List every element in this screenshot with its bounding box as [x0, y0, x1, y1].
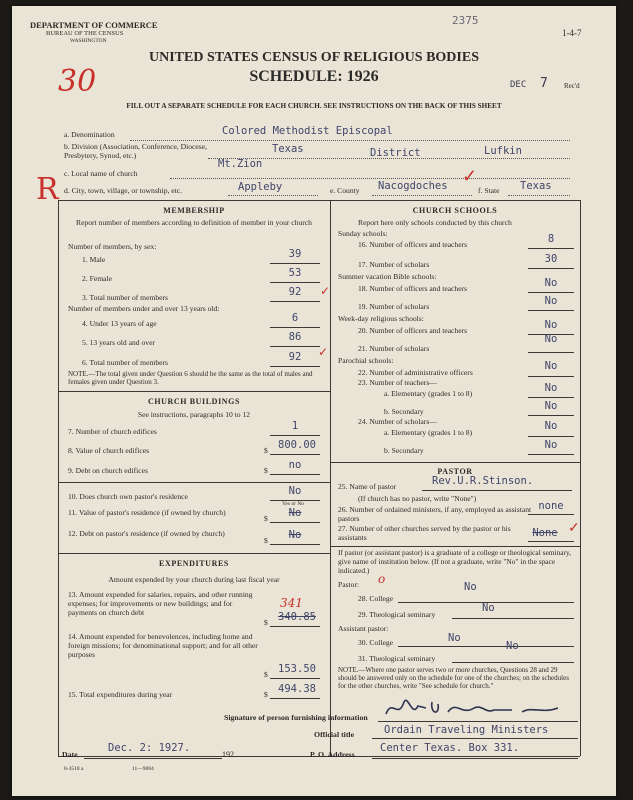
graduate-instruction: If pastor (or assistant pastor) is a graduate of a college or theological seminary, give name of institution below. (If not a graduate, write "No" in the space indicated.) — [338, 548, 572, 575]
q3-line — [270, 301, 320, 302]
by-sex-label: Number of members, by sex: — [68, 242, 157, 251]
date-value: Dec. 2: 1927. — [108, 742, 191, 754]
q8-label: 8. Value of church edifices — [68, 446, 150, 455]
denomination-value: Colored Methodist Episcopal — [222, 125, 393, 137]
church-name-label: c. Local name of church — [64, 169, 138, 178]
q18-label: 18. Number of officers and teachers — [358, 284, 468, 293]
q22-value: No — [544, 360, 558, 372]
q13-line — [270, 626, 320, 627]
q9-line — [270, 474, 320, 475]
q20-value: No — [544, 319, 558, 331]
q27-label: 27. Number of other churches served by the pastor or his assistants — [338, 524, 511, 542]
q5-label: 5. 13 years old and over — [82, 338, 155, 347]
date-label: Date — [62, 750, 78, 759]
form-number: 2375 — [452, 14, 479, 27]
q27-line — [528, 541, 574, 542]
q15-value: 494.38 — [278, 683, 316, 695]
left-border — [58, 200, 59, 756]
county-check-mark: ✓ — [462, 166, 478, 187]
q28-value: No — [464, 581, 477, 593]
q6-value: 92 — [288, 351, 302, 363]
city-town-line — [228, 195, 318, 196]
q19-line — [528, 310, 574, 311]
q21-line — [528, 352, 574, 353]
q1-value: 39 — [288, 248, 302, 260]
sunday-label: Sunday schools: — [338, 229, 388, 238]
q11-value: No — [288, 507, 302, 519]
q31-label: 31. Theological seminary — [358, 654, 436, 663]
q23b-value: No — [544, 400, 558, 412]
parochial-label: Parochial schools: — [338, 356, 394, 365]
q30-label: 30. College — [358, 638, 394, 647]
q6-label: 6. Total number of members — [82, 358, 169, 367]
q10-value: No — [288, 485, 302, 497]
q30-line — [398, 646, 574, 647]
received-day: 7 — [540, 76, 548, 91]
date-line — [84, 758, 222, 759]
q11-dollar: $ — [264, 514, 268, 523]
instruction-line: FILL OUT A SEPARATE SCHEDULE FOR EACH CHURCH. SEE INSTRUCTIONS ON THE BACK OF THIS SHEET — [126, 102, 502, 110]
schedule-title: SCHEDULE: 1926 — [249, 68, 379, 85]
q9-dollar: $ — [264, 466, 268, 475]
q13-dollar: $ — [264, 618, 268, 627]
q7-line — [270, 435, 320, 436]
buildings-bottom-line — [58, 553, 330, 554]
q21-label: 21. Number of scholars — [358, 344, 430, 353]
q29-label: 29. Theological seminary — [358, 610, 436, 619]
q23a-label: a. Elementary (grades 1 to 8) — [384, 389, 473, 398]
q5-value: 86 — [288, 331, 302, 343]
q17-label: 17. Number of scholars — [358, 260, 430, 269]
buildings-title: CHURCH BUILDINGS — [147, 397, 241, 406]
q17-value: 30 — [544, 253, 558, 265]
q7-label: 7. Number of church edifices — [68, 427, 157, 436]
q2-label: 2. Female — [82, 274, 112, 283]
right-border — [580, 200, 581, 756]
membership-subtitle: Report number of members according to definition of member in your church — [76, 218, 312, 227]
official-title-line — [372, 738, 578, 739]
q14-value: 153.50 — [278, 663, 316, 675]
membership-bottom-line — [58, 391, 330, 392]
official-title-label: Official title — [314, 730, 355, 739]
q13-label: 13. Amount expended for salaries, repairs, and other running expenses; for improvements or new buildings; and for payments on church debt — [68, 590, 253, 617]
q25-line — [422, 490, 572, 491]
q16-label: 16. Number of officers and teachers — [358, 240, 468, 249]
q15-dollar: $ — [264, 690, 268, 699]
q5-line — [270, 346, 320, 347]
q24a-line — [528, 436, 574, 437]
state-line — [508, 195, 570, 196]
q26-line — [528, 514, 574, 515]
buildings-mid-line — [58, 482, 330, 483]
q12-line — [270, 544, 320, 545]
q23a-line — [528, 397, 574, 398]
pastor-red-mark: o — [378, 572, 386, 586]
q23b-line — [528, 415, 574, 416]
county-line — [372, 195, 472, 196]
q3-value: 92 — [288, 286, 302, 298]
form-title: UNITED STATES CENSUS OF RELIGIOUS BODIES — [148, 50, 479, 65]
schools-title: CHURCH SCHOOLS — [412, 206, 498, 215]
summer-label: Summer vacation Bible schools: — [338, 272, 437, 281]
county-value: Nacogdoches — [378, 180, 448, 192]
address-line — [372, 758, 578, 759]
schools-subtitle: Report here only schools conducted by this church — [358, 218, 512, 227]
q22-line — [528, 376, 574, 377]
assistant-sublabel: Assistant pastor: — [338, 624, 389, 633]
q12-dollar: $ — [264, 536, 268, 545]
q12-label: 12. Debt on pastor's residence (if owned by church) — [68, 529, 225, 538]
received-month: DEC — [510, 80, 527, 90]
q24-label: 24. Number of scholars— — [358, 417, 437, 426]
q23a-value: No — [544, 382, 558, 394]
q6-check-mark: ✓ — [318, 345, 329, 359]
q10-label: 10. Does church own pastor's residence — [68, 492, 188, 501]
q30-value: No — [448, 632, 461, 644]
q2-value: 53 — [288, 267, 302, 279]
q31-line — [452, 662, 574, 663]
print-code-b: 11—9084 — [132, 766, 154, 772]
division-label: b. Division (Association, Conference, Diocese, Presbytery, Synod, etc.) — [64, 142, 207, 160]
q11-label: 11. Value of pastor's residence (if owned by church) — [68, 508, 226, 517]
city-label: WASHINGTON — [70, 38, 107, 44]
q1-line — [270, 263, 320, 264]
q11-line — [270, 522, 320, 523]
q29-line — [452, 618, 574, 619]
received-label: Rec'd — [564, 82, 580, 90]
q8-value: 800.00 — [278, 439, 316, 451]
bureau-label: BUREAU OF THE CENSUS — [46, 30, 124, 37]
handwritten-number: 30 — [58, 64, 97, 99]
q9-label: 9. Debt on church edifices — [68, 466, 148, 475]
division-district: District — [370, 147, 421, 159]
pastor-note: NOTE.—Where one pastor serves two or more churches, Questions 28 and 29 should be answered only on the schedule for one of the churches; on the schedules for the other churches, write "See schedule for church." — [338, 666, 569, 691]
signature-image — [382, 696, 572, 722]
q16-line — [528, 248, 574, 249]
q25-note: (If church has no pastor, write "None") — [358, 494, 477, 503]
church-name-value: Mt.Zion — [218, 158, 263, 170]
q15-label: 15. Total expenditures during year — [68, 690, 173, 699]
age-header-label: Number of members under and over 13 years old: — [68, 304, 220, 313]
q27-check-mark: ✓ — [568, 520, 580, 536]
q4-label: 4. Under 13 years of age — [82, 319, 157, 328]
q2-line — [270, 282, 320, 283]
q26-label: 26. Number of ordained ministers, if any, employed as assistant pastors — [338, 505, 532, 523]
q22-label: 22. Number of administrative officers — [358, 368, 473, 377]
address-label: P. O. Address — [310, 750, 355, 759]
q17-line — [528, 268, 574, 269]
q4-value: 6 — [291, 312, 299, 324]
q24a-value: No — [544, 420, 558, 432]
q24b-value: No — [544, 439, 558, 451]
q19-value: No — [544, 295, 558, 307]
year-suffix: 192 — [222, 750, 234, 759]
q13-correction: 341 — [280, 596, 303, 610]
q19-label: 19. Number of scholars — [358, 302, 430, 311]
division-state: Texas — [272, 143, 304, 155]
state-value: Texas — [520, 180, 552, 192]
q25-label: 25. Name of pastor — [338, 482, 397, 491]
q12-value: No — [288, 529, 302, 541]
q23b-label: b. Secondary — [384, 407, 424, 416]
weekday-label: Week-day religious schools: — [338, 314, 424, 323]
q3-label: 3. Total number of members — [82, 293, 169, 302]
church-name-line — [170, 178, 570, 179]
pastor-mid-line — [330, 546, 580, 547]
q28-label: 28. College — [358, 594, 394, 603]
department-label: DEPARTMENT OF COMMERCE — [30, 20, 158, 30]
q10-hint: Yes or No — [282, 501, 305, 507]
q27-value: None — [532, 527, 558, 539]
q24a-label: a. Elementary (grades 1 to 8) — [384, 428, 473, 437]
pastor-title: PASTOR — [437, 467, 473, 476]
division-city: Lufkin — [484, 145, 522, 157]
expenditures-title: EXPENDITURES — [159, 559, 229, 568]
q15-line — [270, 698, 320, 699]
q7-value: 1 — [291, 420, 299, 432]
q25-value: Rev.U.R.Stinson. — [432, 475, 534, 487]
q3-check-mark: ✓ — [320, 284, 331, 298]
q4-line — [270, 327, 320, 328]
q8-dollar: $ — [264, 446, 268, 455]
q24b-line — [528, 454, 574, 455]
address-value: Center Texas. Box 331. — [380, 742, 520, 754]
buildings-subtitle: See instructions, paragraphs 10 to 12 — [137, 410, 251, 419]
q20-label: 20. Number of officers and teachers — [358, 326, 468, 335]
city-town-value: Appleby — [238, 181, 283, 193]
q6-line — [270, 366, 320, 367]
q24b-label: b. Secondary — [384, 446, 424, 455]
q18-value: No — [544, 277, 558, 289]
q9-value: no — [288, 459, 302, 471]
q18-line — [528, 292, 574, 293]
grid-top-line — [58, 200, 580, 201]
denomination-line — [130, 140, 570, 141]
state-label: f. State — [478, 186, 500, 195]
handwritten-r-mark: R — [36, 172, 59, 207]
expenditures-subtitle: Amount expended by your church during last fiscal year — [108, 575, 280, 584]
q23-label: 23. Number of teachers— — [358, 378, 437, 387]
q1-label: 1. Male — [82, 255, 106, 264]
membership-title: MEMBERSHIP — [163, 206, 225, 215]
q13-value: 340.85 — [278, 611, 316, 623]
q8-line — [270, 454, 320, 455]
center-divider — [330, 200, 331, 756]
official-title-value: Ordain Traveling Ministers — [384, 724, 549, 736]
pastor-sublabel: Pastor: — [338, 580, 360, 589]
q26-value: none — [538, 500, 564, 512]
form-code: 1-4-7 — [562, 28, 582, 38]
q14-line — [270, 678, 320, 679]
schools-bottom-line — [330, 462, 580, 463]
membership-note: NOTE.—The total given under Question 6 should be the same as the total of males and females given under Question 3. — [68, 370, 313, 386]
q16-value: 8 — [547, 233, 555, 245]
q14-dollar: $ — [264, 670, 268, 679]
q14-label: 14. Amount expended for benevolences, including home and foreign missions; for denominational support; and for all other purposes — [68, 632, 258, 659]
q31-value: No — [506, 640, 519, 652]
signature-label: Signature of person furnishing information — [224, 713, 368, 722]
city-town-label: d. City, town, village, or township, etc. — [64, 186, 183, 195]
q29-value: No — [482, 602, 495, 614]
denomination-label: a. Denomination — [64, 130, 115, 139]
print-code-a: 8-3518 a — [64, 766, 84, 772]
county-label: e. County — [330, 186, 360, 195]
q21-value: No — [544, 333, 558, 345]
census-schedule-sheet — [12, 6, 616, 796]
